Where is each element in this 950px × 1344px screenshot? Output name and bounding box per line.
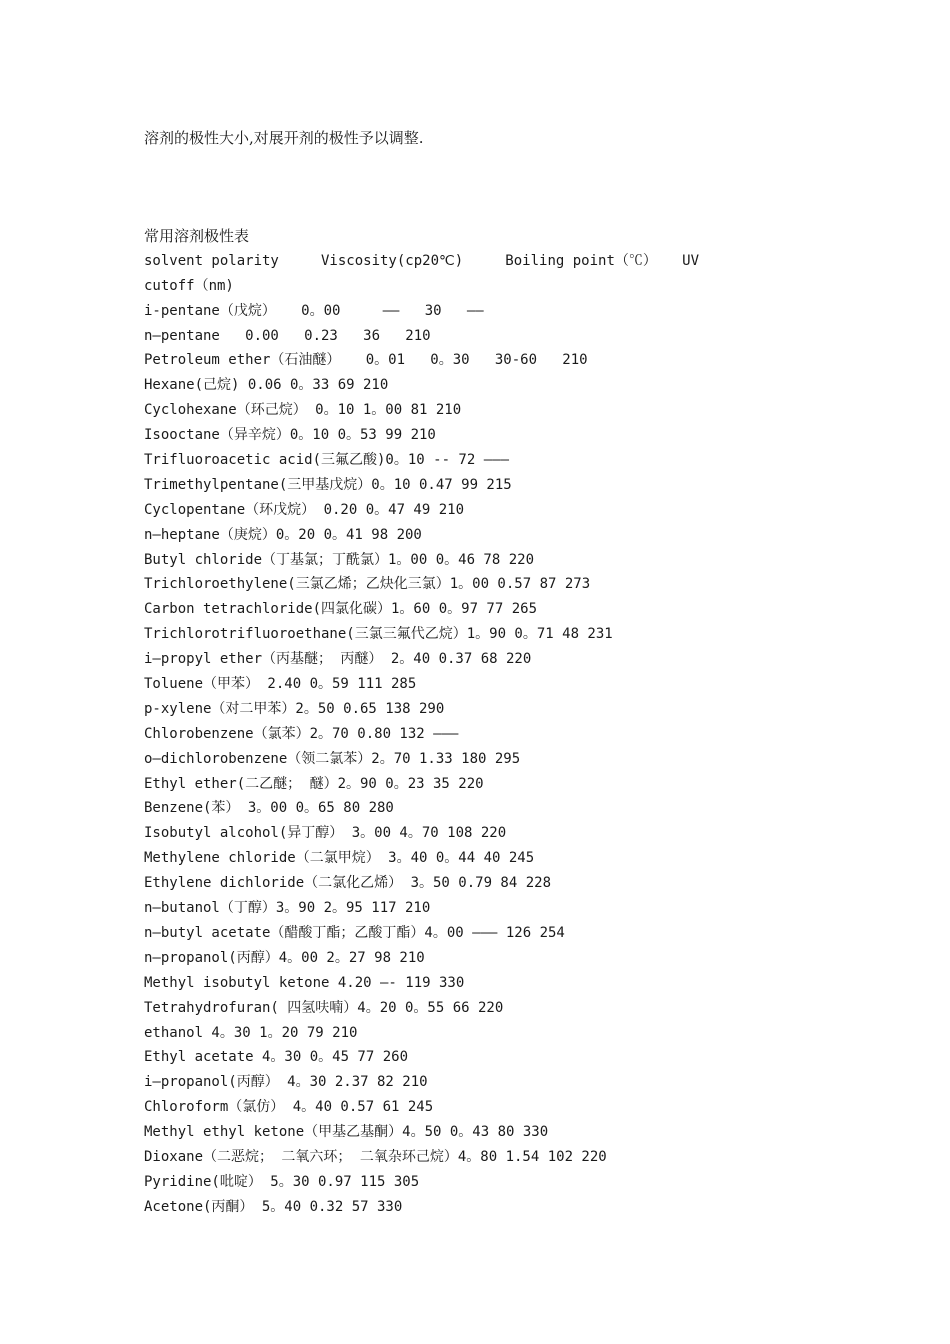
table-row: i—propyl ether（丙基醚； 丙醚） 2。40 0.37 68 220	[144, 651, 532, 668]
table-title: 常用溶剂极性表	[144, 227, 250, 245]
table-row: n—butanol（丁醇）3。90 2。95 117 210	[144, 900, 431, 917]
table-row: Methyl isobutyl ketone 4.20 —- 119 330	[144, 974, 465, 991]
table-row: Chloroform（氯仿） 4。40 0.57 61 245	[144, 1099, 434, 1116]
table-row: Methylene chloride（二氯甲烷） 3。40 0。44 40 245	[144, 850, 535, 867]
table-row: Isobutyl alcohol(异丁醇） 3。00 4。70 108 220	[144, 825, 507, 842]
table-row: Isooctane（异辛烷）0。10 0。53 99 210	[144, 427, 436, 444]
table-row: Ethylene dichloride（二氯化乙烯） 3。50 0.79 84 228	[144, 875, 552, 892]
table-row: Toluene（甲苯） 2.40 0。59 111 285	[144, 676, 417, 693]
table-row: ethanol 4。30 1。20 79 210	[144, 1024, 358, 1041]
table-row: Trichlorotrifluoroethane(三氯三氟代乙烷）1。90 0。71 48 231	[144, 626, 613, 643]
table-row: Trichloroethylene(三氯乙烯；乙炔化三氯）1。00 0.57 87 273	[144, 576, 591, 593]
table-row: p-xylene（对二甲苯）2。50 0.65 138 290	[144, 700, 445, 717]
table-row: o—dichlorobenzene（领二氯苯）2。70 1.33 180 295	[144, 750, 521, 767]
table-row: Carbon tetrachloride(四氯化碳）1。60 0。97 77 265	[144, 601, 538, 618]
table-row: Acetone(丙酮） 5。40 0.32 57 330	[144, 1198, 403, 1215]
table-row: i—propanol(丙醇） 4。30 2.37 82 210	[144, 1074, 428, 1091]
table-header-line-1: solvent polarity Viscosity(cp20℃) Boiling point（℃） UV	[144, 252, 700, 269]
table-row: n—pentane 0.00 0.23 36 210	[144, 327, 431, 344]
table-row: Trifluoroacetic acid(三氟乙酸)0。10 -- 72 ———	[144, 452, 510, 469]
table-row: Ethyl acetate 4。30 0。45 77 260	[144, 1049, 409, 1066]
table-row: Methyl ethyl ketone（甲基乙基酮）4。50 0。43 80 330	[144, 1124, 549, 1141]
table-row: Butyl chloride（丁基氯；丁酰氯）1。00 0。46 78 220	[144, 551, 535, 568]
intro-paragraph: 溶剂的极性大小,对展开剂的极性予以调整.	[144, 129, 424, 147]
table-row: i-pentane（戊烷） 0。00 —— 30 ——	[144, 302, 484, 319]
table-row: Chlorobenzene（氯苯）2。70 0.80 132 ———	[144, 725, 459, 742]
table-row: Cyclohexane（环己烷） 0。10 1。00 81 210	[144, 402, 462, 419]
table-row: Dioxane（二恶烷； 二氧六环； 二氧杂环己烷）4。80 1.54 102 220	[144, 1148, 607, 1165]
table-row: Ethyl ether(二乙醚； 醚）2。90 0。23 35 220	[144, 775, 484, 792]
table-row: Benzene(苯） 3。00 0。65 80 280	[144, 800, 394, 817]
table-row: n—butyl acetate（醋酸丁酯；乙酸丁酯）4。00 ——— 126 254	[144, 924, 565, 941]
solvent-polarity-table	[144, 224, 864, 1220]
table-row: Hexane(己烷) 0.06 0。33 69 210	[144, 377, 389, 394]
table-row: n—propanol(丙醇）4。00 2。27 98 210	[144, 949, 425, 966]
table-row: Trimethylpentane(三甲基戊烷）0。10 0.47 99 215	[144, 476, 512, 493]
table-header-line-2: cutoff（nm)	[144, 277, 234, 294]
table-row: Cyclopentane（环戊烷） 0.20 0。47 49 210	[144, 501, 465, 518]
table-row: Pyridine(吡啶） 5。30 0.97 115 305	[144, 1173, 420, 1190]
table-row: Petroleum ether（石油醚） 0。01 0。30 30-60 210	[144, 352, 588, 369]
table-rows	[144, 299, 864, 1220]
table-row: n—heptane（庚烷）0。20 0。41 98 200	[144, 526, 422, 543]
table-row: Tetrahydrofuran( 四氢呋喃）4。20 0。55 66 220	[144, 999, 504, 1016]
